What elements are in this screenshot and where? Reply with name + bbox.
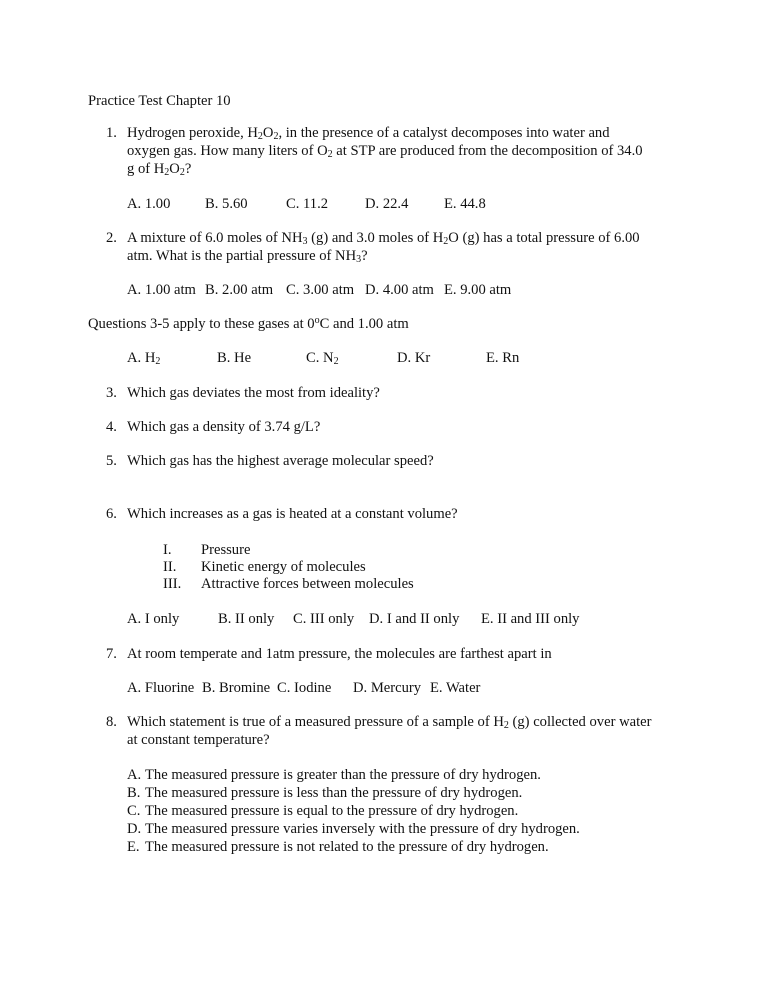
question-1-line-2: oxygen gas. How many liters of $O_2$ at STP are produced from the decomposition of 34.0 bbox=[127, 143, 643, 160]
question-7-text: At room temperate and 1atm pressure, the molecules are farthest apart in bbox=[127, 646, 552, 662]
question-number: 3. bbox=[106, 385, 117, 401]
question-2-line-2: atm. What is the partial pressure of $NH_3$? bbox=[127, 248, 368, 265]
question-8-line-2: at constant temperature? bbox=[127, 732, 270, 748]
question-5-text: Which gas has the highest average molecular speed? bbox=[127, 453, 434, 469]
option-text: The measured pressure varies inversely with the pressure of dry hydrogen. bbox=[145, 821, 580, 837]
answer-choice-c: C. 3.00 atm bbox=[286, 282, 355, 298]
answer-choice-a: A. 1.00 atm bbox=[127, 282, 196, 298]
answer-choice-a: A. 1.00 bbox=[127, 196, 171, 212]
question-number: 1. bbox=[106, 125, 117, 141]
page-title: Practice Test Chapter 10 bbox=[88, 93, 231, 109]
gas-choice-d: D. Kr bbox=[397, 350, 431, 366]
question-6-text: Which increases as a gas is heated at a constant volume? bbox=[127, 506, 458, 522]
question-1-line-1: Hydrogen peroxide, $H_2O_2$, in the presence of a catalyst decomposes into water and bbox=[127, 125, 610, 142]
option-letter: A. bbox=[127, 767, 142, 783]
group-intro: Questions 3-5 apply to these gases at 0$^o$C and 1.00 atm bbox=[88, 315, 409, 332]
gas-choice-c: C. $N_2$ bbox=[306, 350, 339, 367]
answer-choice-e: E. II and III only bbox=[481, 611, 580, 627]
statement-text: Kinetic energy of molecules bbox=[201, 559, 366, 575]
answer-choice-c: C. III only bbox=[293, 611, 355, 627]
question-3-text: Which gas deviates the most from ideality? bbox=[127, 385, 380, 401]
question-number: 5. bbox=[106, 453, 117, 469]
question-1-line-3: g of $H_2O_2$? bbox=[127, 161, 192, 178]
roman-numeral: III. bbox=[163, 576, 182, 592]
option-text: The measured pressure is less than the pressure of dry hydrogen. bbox=[145, 785, 523, 801]
statement-text: Attractive forces between molecules bbox=[201, 576, 414, 592]
question-number: 8. bbox=[106, 714, 117, 730]
answer-choice-e: E. 44.8 bbox=[444, 196, 486, 212]
answer-choice-e: E. 9.00 atm bbox=[444, 282, 512, 298]
answer-choice-b: B. 2.00 atm bbox=[205, 282, 274, 298]
question-number: 7. bbox=[106, 646, 117, 662]
option-letter: E. bbox=[127, 839, 140, 855]
question-number: 6. bbox=[106, 506, 117, 522]
answer-choice-b: B. II only bbox=[218, 611, 275, 627]
answer-choice-d: D. 4.00 atm bbox=[365, 282, 434, 298]
answer-choice-d: D. Mercury bbox=[353, 680, 422, 696]
answer-choice-d: D. 22.4 bbox=[365, 196, 409, 212]
roman-numeral: II. bbox=[163, 559, 177, 575]
question-8-line-1: Which statement is true of a measured pressure of a sample of $H_2$ (g) collected over water bbox=[127, 714, 652, 731]
question-2-line-1: A mixture of 6.0 moles of $NH_3$ (g) and 3.0 moles of $H_2O$ (g) has a total pressure of 6.00 bbox=[127, 230, 640, 247]
gas-choice-a: A. $H_2$ bbox=[127, 350, 161, 367]
answer-choice-e: E. Water bbox=[430, 680, 481, 696]
option-letter: B. bbox=[127, 785, 141, 801]
answer-choice-c: C. Iodine bbox=[277, 680, 332, 696]
answer-choice-c: C. 11.2 bbox=[286, 196, 329, 212]
answer-choice-b: B. 5.60 bbox=[205, 196, 248, 212]
question-number: 2. bbox=[106, 230, 117, 246]
answer-choice-a: A. Fluorine bbox=[127, 680, 195, 696]
roman-numeral: I. bbox=[163, 542, 172, 558]
question-4-text: Which gas a density of 3.74 g/L? bbox=[127, 419, 321, 435]
option-text: The measured pressure is not related to the pressure of dry hydrogen. bbox=[145, 839, 549, 855]
statement-text: Pressure bbox=[201, 542, 251, 558]
gas-choice-e: E. Rn bbox=[486, 350, 520, 366]
gas-choice-b: B. He bbox=[217, 350, 252, 366]
question-number: 4. bbox=[106, 419, 117, 435]
option-text: The measured pressure is greater than the pressure of dry hydrogen. bbox=[145, 767, 541, 783]
answer-choice-b: B. Bromine bbox=[202, 680, 271, 696]
answer-choice-a: A. I only bbox=[127, 611, 180, 627]
option-letter: C. bbox=[127, 803, 141, 819]
answer-choice-d: D. I and II only bbox=[369, 611, 460, 627]
option-text: The measured pressure is equal to the pressure of dry hydrogen. bbox=[145, 803, 519, 819]
option-letter: D. bbox=[127, 821, 142, 837]
